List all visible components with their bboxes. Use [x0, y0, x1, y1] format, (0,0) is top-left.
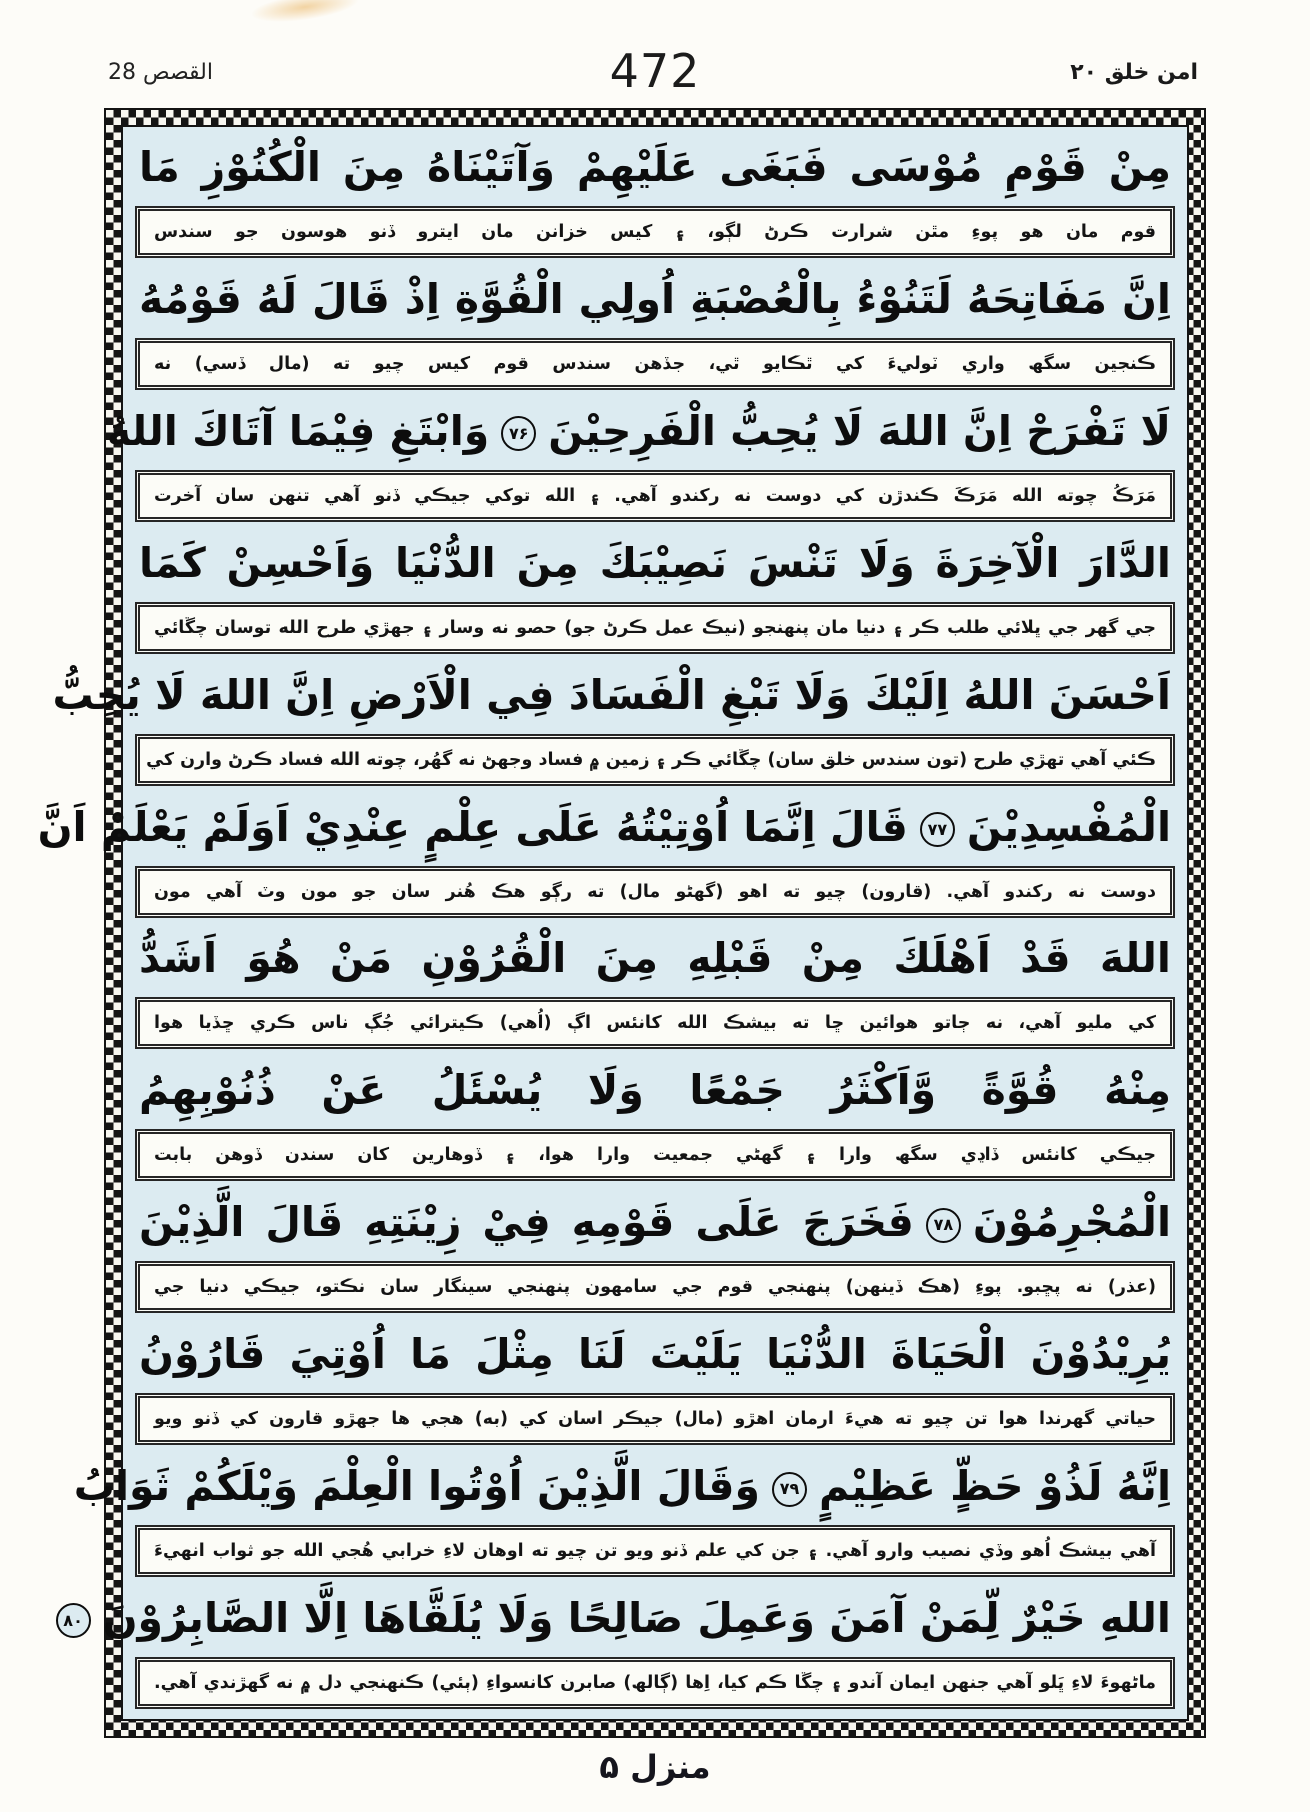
- sindhi-translation-text: ڪنجين سگھ واري ٽوليءَ کي ٿڪايو ٿي، جڏهن سندس قوم کيس چيو ته (مال ڏسي) نه: [154, 353, 1156, 374]
- arabic-verse-line: [131, 922, 1179, 995]
- arabic-text-start: اِنَّهُ لَذُوْ حَظٍّ عَظِيْمٍ: [819, 1462, 1171, 1511]
- sindhi-translation-text: کي مليو آهي، نه ڄاتو هوائين ڇا ته بيشڪ الله کانئس اڳ (اُهي) ڪيترائي جُڳ ناس ڪري ڇڏيا هوا: [154, 1013, 1156, 1034]
- sindhi-translation-strip: [135, 338, 1175, 390]
- ayah-number: ۸۰: [63, 1610, 83, 1630]
- arabic-text-start: يُرِيْدُوْنَ الْحَيَاةَ الدُّنْيَا يَلَيْتَ لَنَا مِثْلَ مَا اُوْتِيَ قَارُوْنُ: [139, 1330, 1171, 1379]
- arabic-text-end: فَخَرَجَ عَلَى قَوْمِهِ فِيْ زِيْنَتِهِ قَالَ الَّذِيْنَ: [139, 1198, 914, 1247]
- sindhi-translation-text: ماڻهوءَ لاءِ ڀَلو آهي جنهن ايمان آندو ۽ چڱا ڪم کيا، اِها (ڳالھ) صابرن کانسواءِ (ٻئي) ڪنهنجي دل ۾ نه گهڙندي آهي.: [154, 1672, 1156, 1693]
- sindhi-translation-strip: [135, 602, 1175, 654]
- arabic-text-start: الْمُفْسِدِيْنَ: [966, 802, 1171, 851]
- sindhi-translation-text: قوم مان هو پوءِ مٿن شرارت ڪرڻ لڳو، ۽ کيس خزانن مان ايترو ڏنو هوسون جو سندس: [154, 221, 1156, 242]
- arabic-text-start: اللهَ قَدْ اَهْلَكَ مِنْ قَبْلِهِ مِنَ الْقُرُوْنِ مَنْ هُوَ اَشَدُّ: [139, 934, 1171, 983]
- sindhi-translation-text: ڪئي آهي تهڙي طرح (تون سندس خلق سان) چڱائي ڪر ۽ زمين ۾ فساد وجهڻ نه گهُر، چوته الله فساد ڪرڻ وارن کي: [146, 749, 1156, 770]
- arabic-verse-line: [37, 791, 1179, 864]
- arabic-text-start: لَا تَفْرَحْ اِنَّ اللهَ لَا يُحِبُّ الْفَرِحِيْنَ: [548, 406, 1171, 455]
- ayah-number-badge: [501, 416, 536, 451]
- arabic-verse-line: [131, 131, 1179, 204]
- ayah-number: ۷۷: [927, 819, 948, 839]
- verse-row: [131, 527, 1179, 658]
- ayah-number: ۷۶: [508, 423, 529, 443]
- sindhi-translation-strip: [135, 470, 1175, 522]
- ayah-number-badge: [926, 1208, 961, 1243]
- sindhi-translation-strip: [135, 1525, 1175, 1577]
- ayah-number-badge: [56, 1603, 91, 1638]
- chain-border-frame: [37, 108, 1206, 1738]
- arabic-text-start: الدَّارَ الْآخِرَةَ وَلَا تَنْسَ نَصِيْبَكَ مِنَ الدُّنْيَا وَاَحْسِنْ كَمَا: [139, 538, 1171, 587]
- verse-row: [131, 131, 1179, 262]
- sindhi-translation-strip: [135, 206, 1175, 258]
- ayah-number-badge: [772, 1472, 807, 1507]
- arabic-verse-line: [131, 1186, 1179, 1259]
- sindhi-translation-strip: [135, 1657, 1175, 1709]
- sindhi-translation-strip: [135, 734, 1175, 786]
- verse-row: [131, 1186, 1179, 1317]
- arabic-text-start: اَحْسَنَ اللهُ اِلَيْكَ وَلَا تَبْغِ الْفَسَادَ فِي الْاَرْضِ اِنَّ اللهَ لَا يُحِبُّ: [52, 670, 1171, 719]
- verse-row: [63, 1582, 1179, 1713]
- sindhi-translation-text: (عذر) نه پڇبو. پوءِ (هڪ ڏينهن) پنهنجي قوم جي سامهون پنهنجي سينگار سان نڪتو، جيڪي دنيا جي: [154, 1277, 1156, 1298]
- verse-row: [73, 1450, 1179, 1581]
- arabic-verse-line: [131, 1054, 1179, 1127]
- verse-row: [106, 395, 1179, 526]
- verse-row: [131, 1318, 1179, 1449]
- arabic-verse-line: [131, 527, 1179, 600]
- sindhi-translation-strip: [135, 1129, 1175, 1181]
- arabic-verse-line: [106, 395, 1179, 468]
- sindhi-translation-strip: [135, 1261, 1175, 1313]
- sindhi-translation-text: مَرَڪُ چوته الله مَرَڪَ ڪندڙن کي دوست نه رکندو آهي. ۽ الله توکي جيڪي ڏنو آهي تنهن سان آخرت: [154, 485, 1156, 506]
- sindhi-translation-strip: [135, 866, 1175, 918]
- ayah-number: ۷۸: [933, 1215, 954, 1235]
- arabic-verse-line: [131, 263, 1179, 336]
- surah-reference: القصص 28: [108, 60, 213, 85]
- scan-smudge: [249, 0, 362, 28]
- arabic-text-start: اِنَّ مَفَاتِحَهُ لَتَنُوْءُ بِالْعُصْبَةِ اُولِي الْقُوَّةِ اِذْ قَالَ لَهُ قَوْمُهُ: [139, 274, 1171, 323]
- sindhi-translation-text: آهي بيشڪ اُهو وڏي نصيب وارو آهي. ۽ جن کي علم ڏنو ويو تن چيو ته اوهان لاءِ خرابي هُجي الله جو ثواب انهيءَ: [154, 1541, 1156, 1562]
- verse-row: [131, 922, 1179, 1053]
- arabic-verse-line: [52, 659, 1179, 732]
- arabic-text-end: قَالَ اِنَّمَا اُوْتِيْتُهُ عَلَى عِلْمٍ عِنْدِيْ اَوَلَمْ يَعْلَمْ اَنَّ: [37, 802, 908, 851]
- sindhi-translation-strip: [135, 997, 1175, 1049]
- arabic-text-start: مِنْ قَوْمِ مُوْسَى فَبَغَى عَلَيْهِمْ وَآتَيْنَاهُ مِنَ الْكُنُوْزِ مَا: [139, 143, 1171, 191]
- arabic-text-start: اللهِ خَيْرٌ لِّمَنْ آمَنَ وَعَمِلَ صَالِحًا وَلَا يُلَقَّاهَا اِلَّا الصَّابِرُوْنَ: [102, 1593, 1171, 1642]
- arabic-text-start: مِنْهُ قُوَّةً وَّاَكْثَرُ جَمْعًا وَلَا يُسْئَلُ عَنْ ذُنُوْبِهِمُ: [139, 1066, 1171, 1115]
- arabic-verse-line: [63, 1582, 1179, 1655]
- verse-row: [131, 263, 1179, 394]
- ayah-number: ۷۹: [779, 1479, 800, 1499]
- sindhi-translation-text: دوست نه رکندو آهي. (قارون) چيو ته اهو (گهڻو مال) ته رڳو هڪ هُنر سان جو مون وٽ آهي مون: [154, 881, 1156, 902]
- verse-row: [37, 791, 1179, 922]
- sindhi-translation-text: حياتي گهرندا هوا تن چيو ته هيءَ ارمان اهڙو (مال) جيڪر اسان کي (به) هجي ها جهڙو قارون کي ڏنو ويو: [154, 1409, 1156, 1430]
- verse-row: [52, 659, 1179, 790]
- juz-reference: امن خلق ۲۰: [1070, 60, 1198, 85]
- manzil-label: منزل ۵: [599, 1748, 711, 1786]
- arabic-text-start: الْمُجْرِمُوْنَ: [972, 1198, 1171, 1247]
- arabic-text-end: وَقَالَ الَّذِيْنَ اُوْتُوا الْعِلْمَ وَيْلَكُمْ ثَوَابُ: [73, 1462, 761, 1511]
- page-number: 472: [609, 44, 701, 98]
- arabic-text-end: وَابْتَغِ فِيْمَا آتَاكَ اللهُ: [106, 406, 490, 455]
- verse-row: [131, 1054, 1179, 1185]
- sindhi-translation-text: جيڪي کانئس ڏاڍي سگھ وارا ۽ گهڻي جمعيت وارا هوا، ۽ ڏوهارين کان سندن ڏوهن بابت: [154, 1145, 1156, 1166]
- arabic-verse-line: [73, 1450, 1179, 1523]
- sindhi-translation-text: جي گهر جي ڀلائي طلب ڪر ۽ دنيا مان پنهنجو (نيڪ عمل ڪرڻ جو) حصو نه وسار ۽ جهڙي طرح الله توسان چڱائي: [154, 617, 1156, 638]
- sindhi-translation-strip: [135, 1393, 1175, 1445]
- ayah-number-badge: [920, 812, 955, 847]
- arabic-verse-line: [131, 1318, 1179, 1391]
- verse-content-area: [37, 125, 1189, 1721]
